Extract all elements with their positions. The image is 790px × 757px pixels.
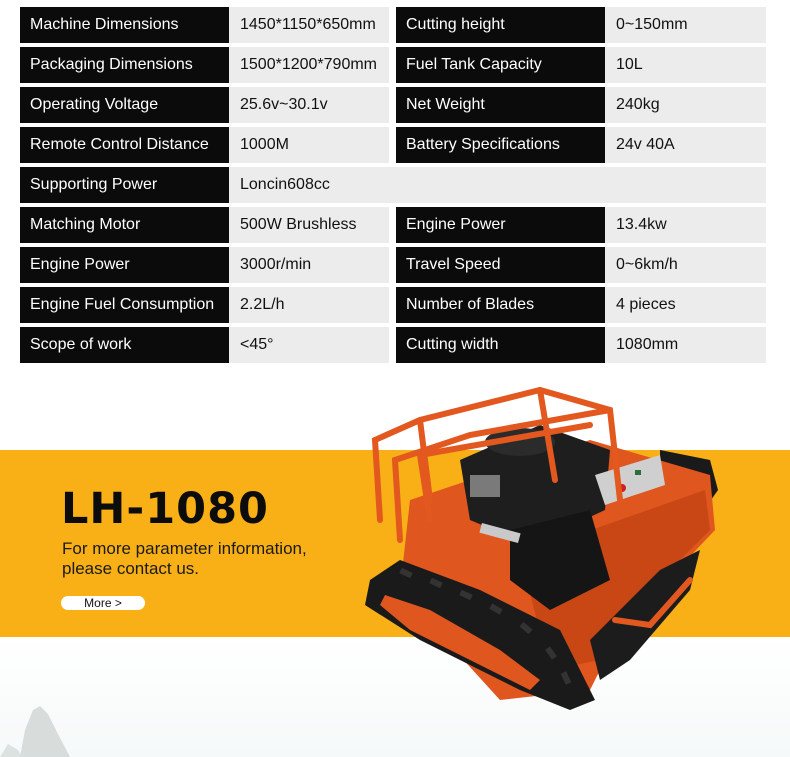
spec-label: Supporting Power xyxy=(20,167,229,203)
spec-label: Fuel Tank Capacity xyxy=(396,47,605,83)
spec-row xyxy=(20,87,766,123)
spec-label: Battery Specifications xyxy=(396,127,605,163)
spec-label: Number of Blades xyxy=(396,287,605,323)
spec-label: Packaging Dimensions xyxy=(20,47,229,83)
tagline-line-2: please contact us. xyxy=(62,559,200,578)
spec-value: 500W Brushless xyxy=(229,207,389,243)
spec-value: 4 pieces xyxy=(605,287,766,323)
spec-label: Matching Motor xyxy=(20,207,229,243)
spec-label: Remote Control Distance xyxy=(20,127,229,163)
spec-value: 0~150mm xyxy=(605,7,766,43)
spec-label: Net Weight xyxy=(396,87,605,123)
spec-value: 1080mm xyxy=(605,327,766,363)
spec-label: Operating Voltage xyxy=(20,87,229,123)
spec-label: Machine Dimensions xyxy=(20,7,229,43)
tagline-line-1: For more parameter information, xyxy=(62,539,307,558)
more-button[interactable]: More > xyxy=(61,596,145,610)
spec-label: Cutting height xyxy=(396,7,605,43)
spec-row xyxy=(20,247,766,283)
spec-value: 13.4kw xyxy=(605,207,766,243)
spec-value: 1500*1200*790mm xyxy=(229,47,389,83)
spec-value: 1450*1150*650mm xyxy=(229,7,389,43)
spec-row xyxy=(20,127,766,163)
spec-row xyxy=(20,327,766,363)
model-title: LH-1080 xyxy=(61,484,269,534)
spec-label: Cutting width xyxy=(396,327,605,363)
spec-row xyxy=(20,47,766,83)
spec-label: Travel Speed xyxy=(396,247,605,283)
spec-value: 10L xyxy=(605,47,766,83)
banner-tagline xyxy=(62,539,362,579)
spec-label: Engine Power xyxy=(20,247,229,283)
spec-value: 2.2L/h xyxy=(229,287,389,323)
tree-silhouette xyxy=(0,700,90,757)
spec-label: Engine Power xyxy=(396,207,605,243)
spec-row xyxy=(20,167,766,203)
spec-row xyxy=(20,207,766,243)
spec-value: <45° xyxy=(229,327,389,363)
spec-value: 0~6km/h xyxy=(605,247,766,283)
spec-value: 3000r/min xyxy=(229,247,389,283)
spec-row xyxy=(20,7,766,43)
spec-label: Scope of work xyxy=(20,327,229,363)
spec-value: 1000M xyxy=(229,127,389,163)
spec-value: Loncin608cc xyxy=(229,167,766,203)
spec-value: 24v 40A xyxy=(605,127,766,163)
spec-label: Engine Fuel Consumption xyxy=(20,287,229,323)
spec-value: 240kg xyxy=(605,87,766,123)
lawn-mower-product-image xyxy=(360,380,730,710)
spec-value: 25.6v~30.1v xyxy=(229,87,389,123)
spec-row xyxy=(20,287,766,323)
